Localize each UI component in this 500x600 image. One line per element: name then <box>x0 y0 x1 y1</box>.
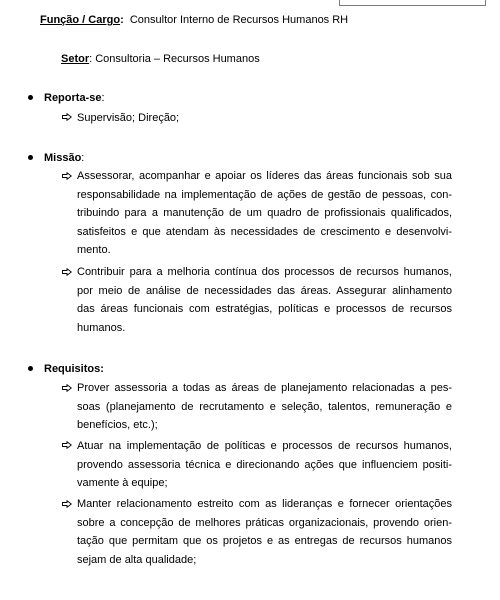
text-line: provendo assessoria técnica e direcionando ações que influenciem positi- <box>77 458 452 471</box>
reporta-colon: : <box>101 92 105 104</box>
funcao-value: Consultor Interno de Recursos Humanos RH <box>129 14 349 26</box>
text-line: por meio de análise de necessidades das áreas. Assegurar alinhamento <box>77 284 452 297</box>
arrow-right-icon <box>62 500 72 508</box>
arrow-right-icon <box>62 384 72 392</box>
requisitos-title: Requisitos: <box>44 363 104 375</box>
requisitos-item-1 <box>77 379 452 435</box>
missao-item-2 <box>77 263 452 337</box>
text-line: Assessorar, acompanhar e apoiar os líderes das áreas funcionais sob sua <box>77 170 452 182</box>
arrow-right-icon <box>62 268 72 276</box>
setor-label: Setor <box>61 53 90 65</box>
reporta-title-line <box>44 91 105 105</box>
bullet-icon <box>28 95 33 100</box>
funcao-colon: : <box>120 14 124 26</box>
requisitos-item-3 <box>77 495 452 569</box>
funcao-label: Função / Cargo <box>40 14 121 26</box>
text-line: benefícios, etc.); <box>77 419 158 431</box>
requisitos-item-2 <box>77 437 452 493</box>
arrow-right-icon <box>62 172 72 180</box>
text-line: soas (planejamento de recrutamento e seleção, talentos, remuneração e <box>77 400 452 413</box>
text-line: tribuindo para a manutenção de um quadro de profissionais qualificados, <box>77 207 452 219</box>
setor-line <box>61 52 260 66</box>
text-line: Prover assessoria a todas as áreas de planejamento relacionadas a pes- <box>77 382 452 394</box>
reporta-item: Supervisão; Direção; <box>77 112 180 124</box>
text-line: humanos. <box>77 321 126 334</box>
missao-title: Missão <box>44 152 82 164</box>
missao-item-1 <box>77 167 452 260</box>
text-line: das áreas funcionais com estratégias, políticas e processos de recursos <box>77 303 452 315</box>
top-input-box <box>339 0 486 6</box>
funcao-line <box>40 13 348 27</box>
text-line: responsabilidade na implementação de ações de gestão de pessoas, con- <box>77 188 452 201</box>
text-line: Contribuir para a melhoria contínua dos processos de recursos humanos, <box>77 266 452 278</box>
text-line: sobre a concepção de melhores práticas organizacionais, provendo orien- <box>77 516 452 529</box>
bullet-icon <box>28 155 33 160</box>
requisitos-title-line <box>44 362 104 376</box>
arrow-right-icon <box>62 113 72 121</box>
missao-title-line <box>44 151 84 165</box>
missao-colon: : <box>81 152 85 164</box>
text-line: mento. <box>77 244 111 256</box>
bullet-icon <box>28 366 33 371</box>
text-line: satisfeitos e que atendam às necessidades de crescimento e desenvolvi- <box>77 225 452 238</box>
text-line: sejam de alta qualidade; <box>77 553 197 566</box>
text-line: Manter relacionamento estreito com as lideranças e fornecer orientações <box>77 498 452 510</box>
text-line: Atuar na implementação de políticas e processos de recursos humanos, <box>77 440 452 452</box>
text-line: tação que permitam que os projetos e as entregas de recursos humanos <box>77 535 452 547</box>
text-line: vamente à equipe; <box>77 477 168 489</box>
reporta-title: Reporta-se <box>44 92 102 104</box>
setor-value: : Consultoria – Recursos Humanos <box>89 53 260 65</box>
arrow-right-icon <box>62 441 72 449</box>
